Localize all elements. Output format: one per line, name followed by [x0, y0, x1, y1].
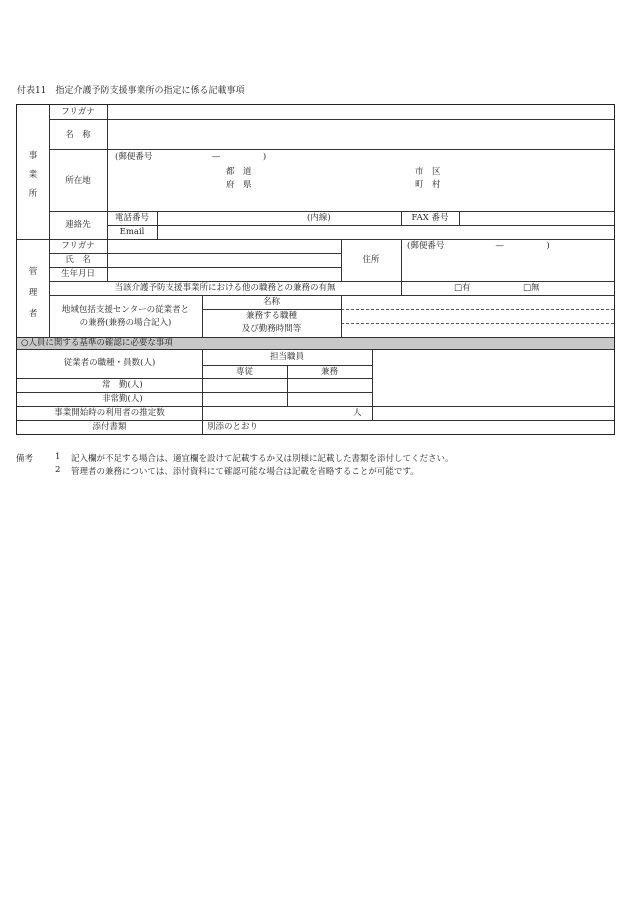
center-concurrent-label: 地域包括支援センターの従業者と	[61, 305, 190, 315]
manager-postal-code: (郵便番号 — )	[407, 241, 550, 251]
note-2-number: 2	[55, 465, 61, 475]
office-section-label: 事 業 所	[28, 151, 38, 199]
manager-birthdate-label: 生年月日	[60, 269, 95, 279]
office-fuken-label: 府 県	[226, 180, 252, 190]
note-1: 記入欄が不足する場合は、適宜欄を設けて記載するか又は別様に記載した書類を添付してください。	[71, 454, 454, 464]
center-concurrent-note: の兼務(兼務の場合記入)	[79, 318, 172, 328]
staff-section-header: ○人員に関する基準の確認に必要な事項	[21, 338, 173, 348]
note-2: 管理者の兼務については、添付資料にて確認可能な場合は記載を省略することが可能です。	[71, 467, 419, 477]
office-phone-label: 電話番号	[114, 213, 149, 223]
staff-role-count-label: 従業者の職種・員数(人)	[63, 358, 156, 368]
office-address-label: 所在地	[65, 176, 91, 186]
concurrent-label: 兼務	[320, 367, 338, 377]
note-1-number: 1	[55, 452, 61, 462]
office-shiku-label: 市 区	[415, 167, 441, 177]
office-furigana-label: フリガナ	[61, 107, 95, 117]
attachments-label: 添付書類	[92, 422, 127, 432]
fulltime-label: 常 勤(人)	[102, 380, 143, 390]
in-charge-staff-label: 担当職員	[269, 352, 304, 362]
office-postal-code: (郵便番号 — )	[115, 152, 267, 162]
attachments-value: 別添のとおり	[207, 422, 259, 432]
concurrent-hours-label: 及び勤務時間等	[241, 324, 302, 334]
concurrent-yes-checkbox[interactable]: □有	[454, 283, 471, 293]
manager-section-label: 管 理 者	[28, 267, 38, 319]
document-title: 付表11 指定介護予防支援事業所の指定に係る記載事項	[17, 86, 245, 96]
manager-name-label: 氏 名	[65, 255, 91, 265]
concurrent-no-checkbox[interactable]: □無	[523, 283, 540, 293]
manager-residence-label: 住所	[362, 255, 380, 265]
users-estimate-unit: 人	[353, 408, 362, 418]
users-estimate-label: 事業開始時の利用者の推定数	[54, 408, 165, 418]
notes-label: 備考	[16, 454, 34, 464]
manager-furigana-label: フリガナ	[61, 241, 95, 251]
parttime-label: 非常勤(人)	[102, 394, 143, 404]
office-email-label: Email	[119, 227, 145, 237]
office-chouson-label: 町 村	[415, 180, 441, 190]
office-todo-label: 都 道	[226, 167, 252, 177]
concurrent-name-label: 名称	[262, 297, 280, 307]
concurrent-job-label: 兼務する職種	[245, 311, 297, 321]
office-fax-label: FAX 番号	[411, 213, 449, 223]
concurrent-duty-question: 当該介護予防支援事業所における他の職務との兼務の有無	[114, 283, 336, 293]
office-extension-label: (内線)	[307, 213, 331, 223]
application-form	[16, 104, 615, 435]
dedicated-label: 専従	[235, 367, 253, 377]
office-contact-label: 連絡先	[65, 220, 91, 230]
office-name-label: 名 称	[65, 130, 91, 140]
